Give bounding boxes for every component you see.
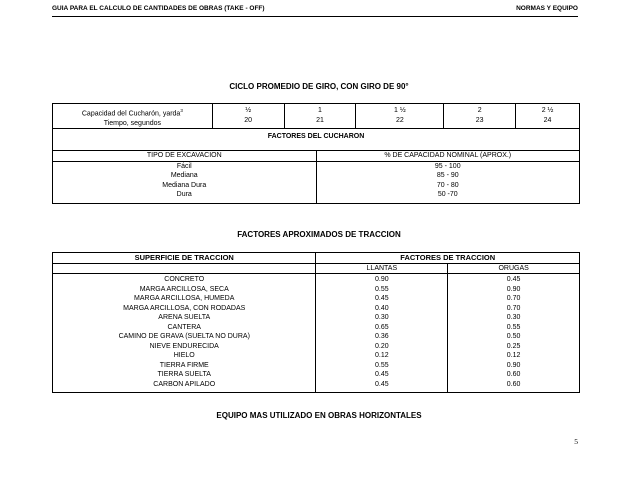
table-row <box>53 129 580 151</box>
page-number: 5 <box>574 437 578 446</box>
cycle-col-3: 2 23 <box>444 104 516 129</box>
col-excavation-header: TIPO DE EXCAVACION <box>53 151 316 161</box>
col-factors-header: FACTORES DE TRACCION <box>316 253 580 264</box>
factors-title: FACTORES DEL CUCHARON <box>53 129 580 151</box>
tracks-list: 0.45 0.90 0.70 0.70 0.30 0.55 0.50 0.25 0.12 0.90 0.60 0.60 <box>448 274 580 393</box>
excavation-types: Fácil Mediana Mediana Dura Dura <box>53 161 316 203</box>
time-label: Tiempo, segundos <box>103 119 162 127</box>
table-row <box>53 274 580 393</box>
tires-list: 0.90 0.55 0.45 0.40 0.30 0.65 0.36 0.20 0.12 0.55 0.45 0.45 <box>316 274 448 393</box>
col-tires-header: LLANTAS <box>316 263 448 274</box>
traction-table <box>52 252 580 393</box>
cycle-row-labels <box>53 104 213 129</box>
section2-title: FACTORES APROXIMADOS DE TRACCION <box>237 230 401 239</box>
table-row <box>53 263 580 274</box>
col-tracks-header: ORUGAS <box>448 263 580 274</box>
cycle-col-1: 1 21 <box>284 104 356 129</box>
capacity-label-sup: 3 <box>180 108 183 113</box>
cycle-table <box>52 103 580 204</box>
table-row <box>53 161 579 203</box>
capacity-label: Capacidad del Cucharón, yarda <box>81 110 181 118</box>
section1-title: CICLO PROMEDIO DE GIRO, CON GIRO DE 90° <box>229 82 409 91</box>
cycle-col-4: 2 ½ 24 <box>516 104 580 129</box>
header-right: NORMAS Y EQUIPO <box>516 5 578 12</box>
capacity-values: 95 - 100 85 - 90 70 - 80 50 -70 <box>434 162 461 199</box>
factors-table <box>53 151 579 203</box>
cycle-col-0: ½ 20 <box>212 104 284 129</box>
table-row <box>53 104 580 129</box>
col-capacity-header: % DE CAPACIDAD NOMINAL (APROX.) <box>316 151 579 161</box>
section3-title: EQUIPO MAS UTILIZADO EN OBRAS HORIZONTALES <box>216 411 422 420</box>
table-row <box>53 151 580 204</box>
header-left: GUIA PARA EL CALCULO DE CANTIDADES DE OBRAS (TAKE - OFF) <box>52 5 265 12</box>
table-row <box>53 253 580 264</box>
cycle-col-2: 1 ½ 22 <box>356 104 444 129</box>
surface-list: CONCRETO MARGA ARCILLOSA, SECA MARGA ARCILLOSA, HUMEDA MARGA ARCILLOSA, CON RODADAS ARENA SUELTA CANTERA CAMINO DE GRAVA (SUELTA NO DURA) NIEVE ENDURECIDA HIELO TIERRA FIRME TIERRA SUELTA CARBON APILADO <box>53 274 316 393</box>
header-divider <box>52 16 578 17</box>
table-row <box>53 151 579 161</box>
col-surface-header: SUPERFICIE DE TRACCION <box>53 253 316 264</box>
